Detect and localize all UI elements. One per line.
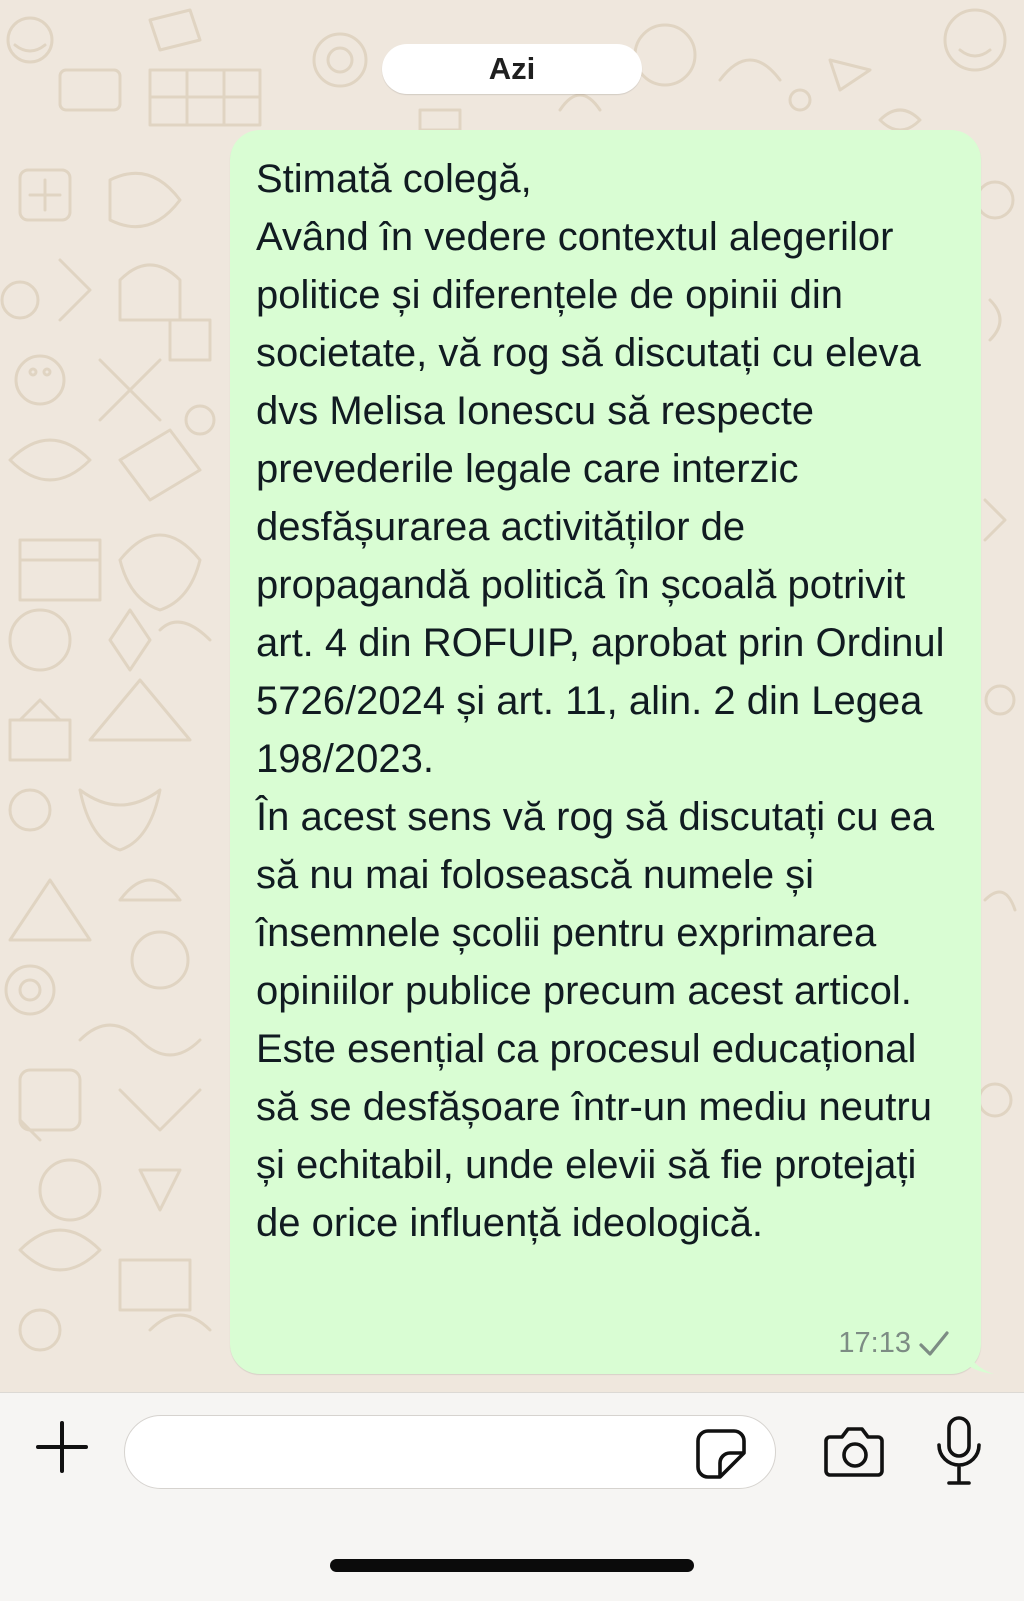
attach-button[interactable]	[30, 1415, 94, 1479]
home-indicator[interactable]	[330, 1559, 694, 1572]
message-text: Stimată colegă, Având în vedere contextul alegerilor politice și diferențele de opinii din societate, vă rog să discutați cu eleva dvs Melisa Ionescu să respecte prevederile legale care interzic desfășurarea activităților de propagandă politică în școală potrivit art. 4 din ROFUIP, aprobat prin Ordinul 5726/2024 și art. 11, alin. 2 din Legea 198/2023. În acest sens vă rog să discutați cu ea să nu mai folosească numele și însemnele școlii pentru exprimarea opiniilor publice precum acest articol. Este esențial ca procesul educațional să se desfășoare într-un mediu neutru și echitabil, unde elevii să fie protejați de orice influență ideologică.	[256, 157, 945, 1245]
outgoing-message-bubble[interactable]	[230, 130, 981, 1374]
single-check-icon	[917, 1329, 951, 1359]
bubble-tail	[966, 1346, 996, 1374]
plus-icon	[34, 1419, 90, 1475]
date-separator: Azi	[382, 44, 642, 94]
sticker-icon[interactable]	[694, 1427, 748, 1481]
camera-icon[interactable]	[822, 1423, 886, 1481]
message-input[interactable]	[124, 1415, 776, 1489]
composer-bar	[0, 1392, 1024, 1601]
message-meta	[838, 1327, 951, 1360]
message-time: 17:13	[838, 1327, 911, 1359]
microphone-icon[interactable]	[934, 1415, 984, 1487]
